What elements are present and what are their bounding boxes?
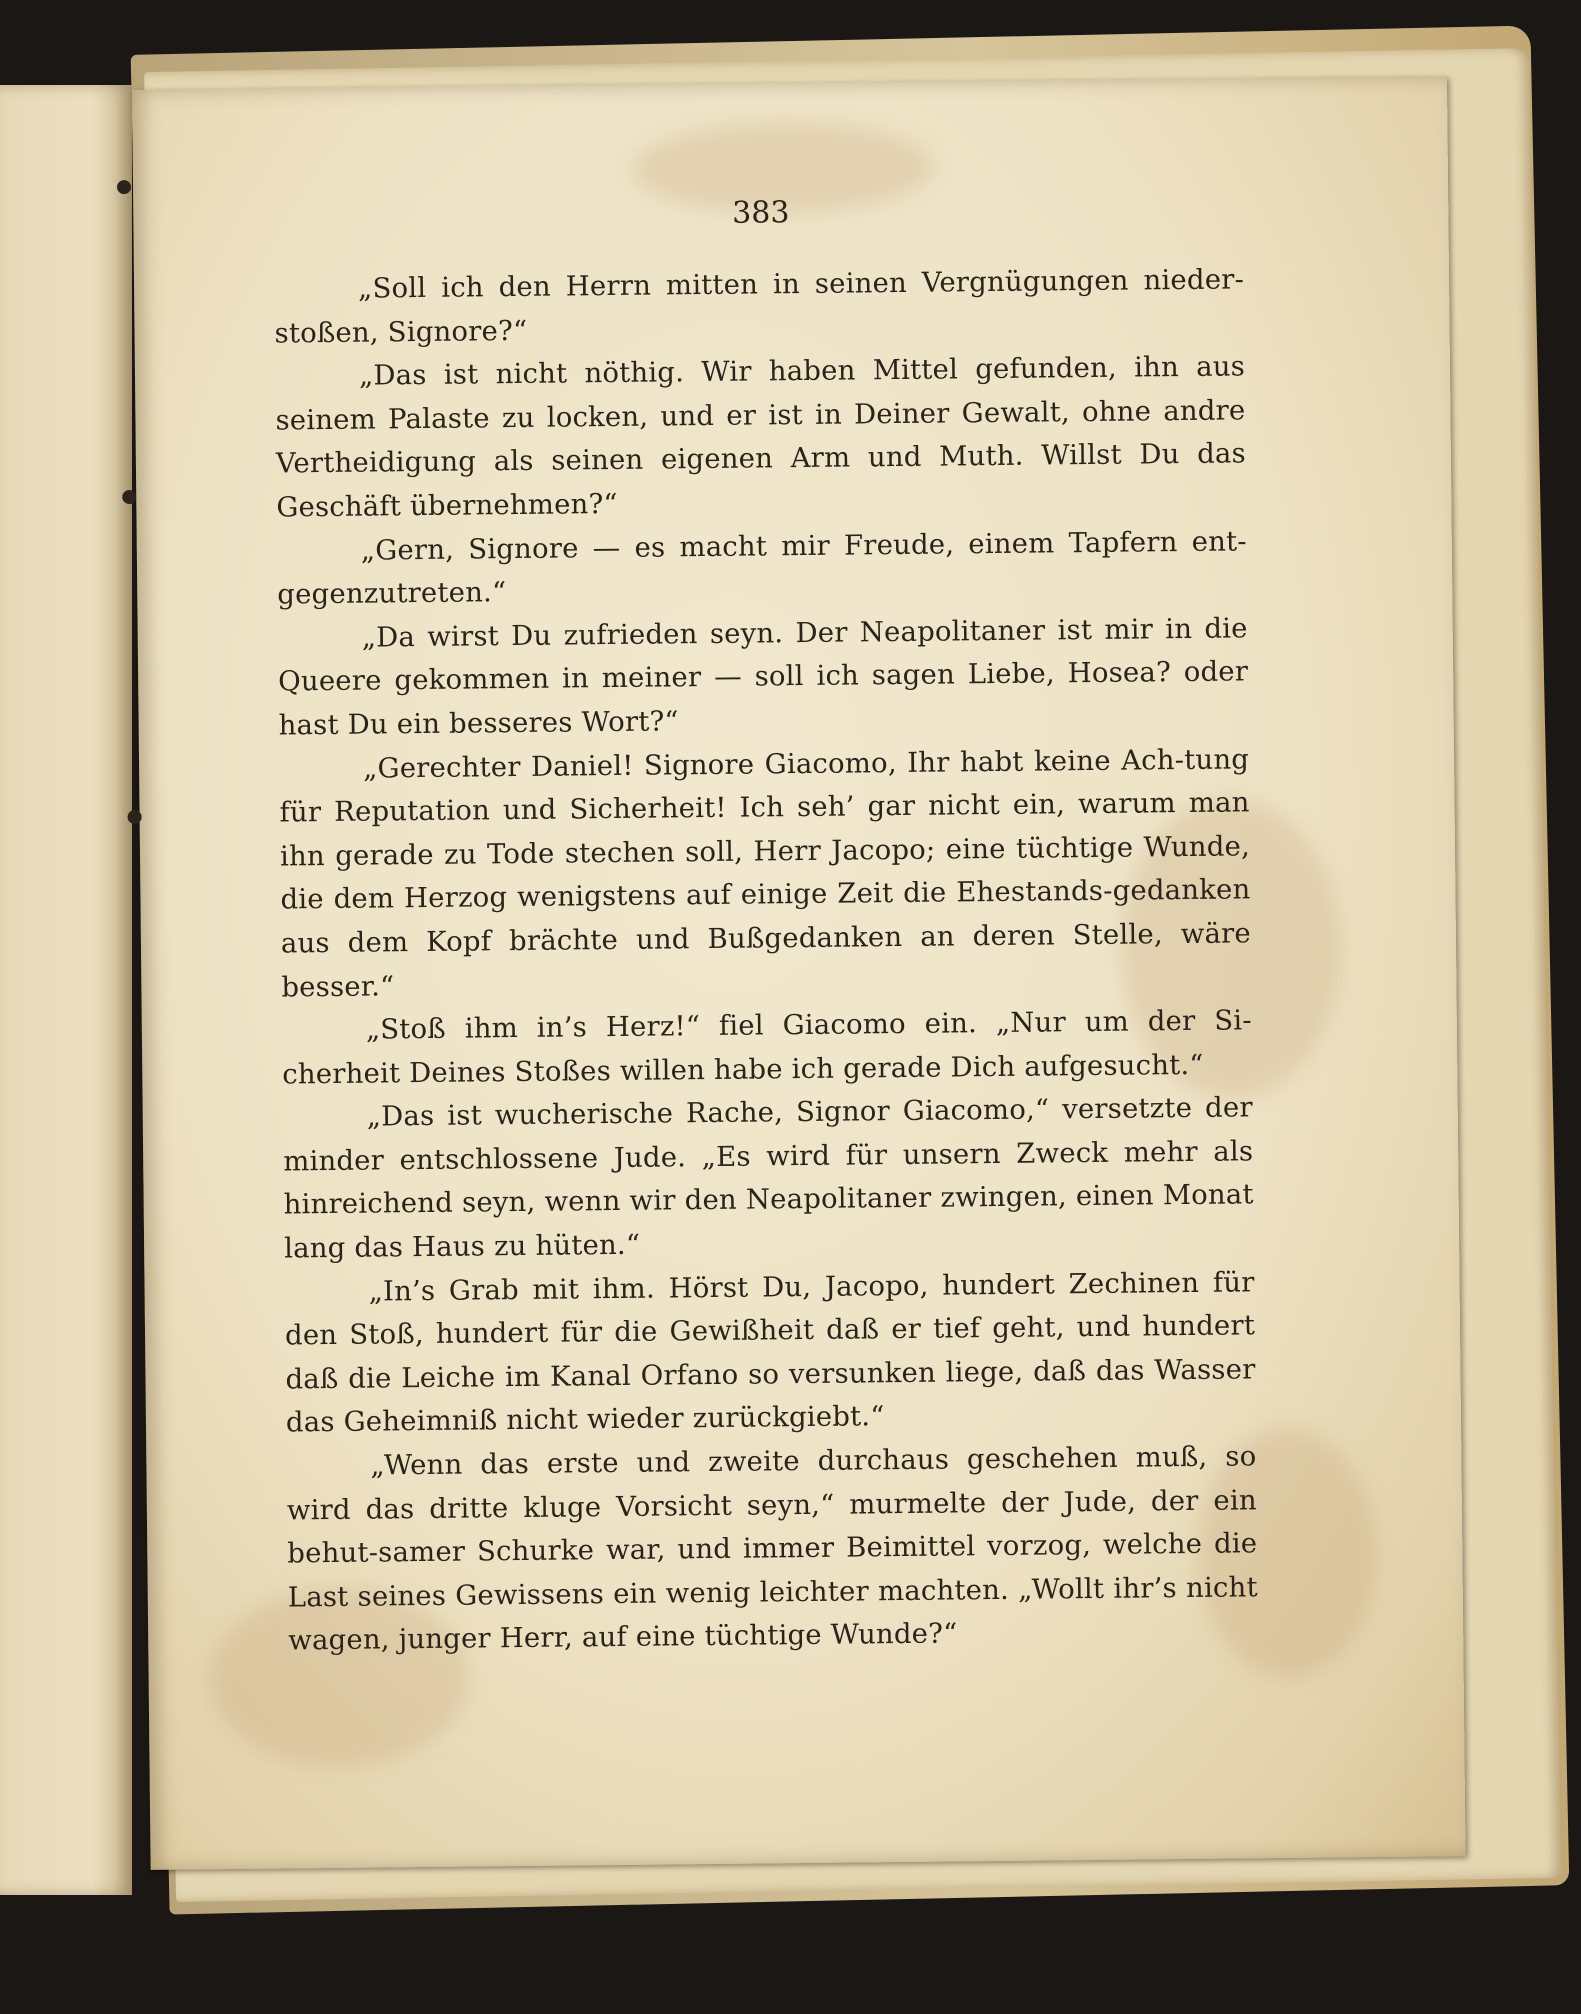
binding-hole	[128, 810, 142, 824]
binding-hole	[117, 180, 131, 194]
paragraph: „Das ist nicht nöthig. Wir haben Mittel gefunden, ihn aus seinem Palaste zu locken, und er ist in Deiner Gewalt, ohne andre Vertheidigung als seinen eigenen Arm und Muth. Willst Du das Geschäft übernehmen?“	[275, 350, 1247, 524]
body-text	[274, 258, 1259, 1663]
paragraph: „Da wirst Du zufrieden seyn. Der Neapolitaner ist mir in die Queere gekommen in meiner — soll ich sagen Liebe, Hosea? oder hast Du ein besseres Wort?“	[278, 612, 1249, 742]
left-page-fragment	[0, 85, 132, 1895]
page-number: 383	[731, 195, 790, 231]
paragraph: „Soll ich den Herrn mitten in seinen Vergnügungen nieder-stoßen, Signore?“	[274, 263, 1245, 350]
paragraph: „Stoß ihm in’s Herz!“ fiel Giacomo ein. „Nur um der Si-cherheit Deines Stoßes willen habe ich gerade Dich aufgesucht.“	[282, 1004, 1252, 1091]
paragraph: „In’s Grab mit ihm. Hörst Du, Jacopo, hundert Zechinen für den Stoß, hundert für die Gewißheit daß er tief geht, und hundert daß die Leiche im Kanal Orfano so versunken liege, daß das Wasser das Geheimniß nicht wieder zurückgiebt.“	[284, 1265, 1256, 1439]
paragraph: „Wenn das erste und zweite durchaus geschehen muß, so wird das dritte kluge Vorsicht seyn,“ murmelte der Jude, der ein behut-samer Schurke war, und immer Beimittel vorzog, welche die Last seines Gewissens ein wenig leichter machten. „Wollt ihr’s nicht wagen, junger Herr, auf eine tüchtige Wunde?“	[286, 1440, 1258, 1657]
paragraph: „Gerechter Daniel! Signore Giacomo, Ihr habt keine Ach-tung für Reputation und Sicherheit! Ich seh’ gar nicht ein, warum man ihn gerade zu Tode stechen soll, Herr Jacopo; eine tüchtige Wunde, die dem Herzog wenigstens auf einige Zeit die Ehestands-gedanken aus dem Kopf brächte und Bußgedanken an deren Stelle, wäre besser.“	[279, 742, 1252, 1003]
paragraph: „Das ist wucherische Rache, Signor Giacomo,“ versetzte der minder entschlossene Jude. „Es wird für unsern Zweck mehr als hinreichend seyn, wenn wir den Neapolitaner zwingen, einen Monat lang das Haus zu hüten.“	[283, 1091, 1254, 1265]
book-page	[132, 76, 1466, 1870]
paragraph: „Gern, Signore — es macht mir Freude, einem Tapfern ent-gegenzutreten.“	[277, 524, 1247, 611]
binding-hole	[122, 490, 136, 504]
